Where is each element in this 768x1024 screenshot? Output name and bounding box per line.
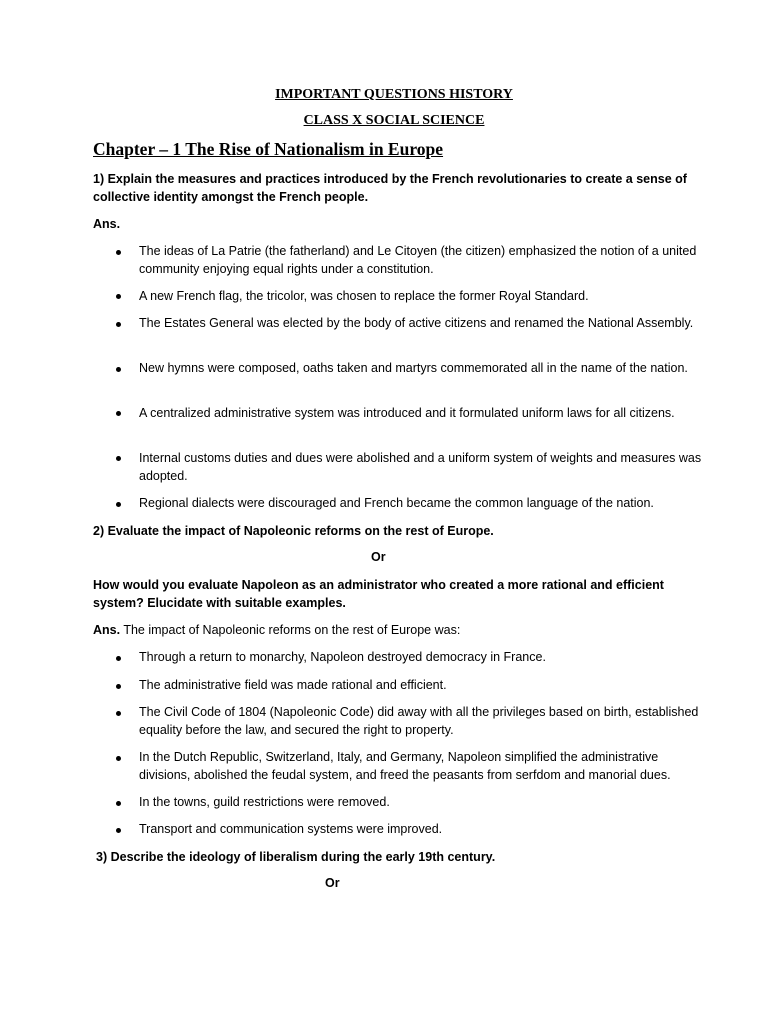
q1-bullet: The ideas of La Patrie (the fatherland) and Le Citoyen (the citizen) emphasized the notion of a united community enjoying equal rights under a constitution.	[139, 244, 697, 276]
bullet-dot	[116, 456, 121, 461]
q1-bullet: Internal customs duties and dues were abolished and a uniform system of weights and measures was adopted.	[139, 451, 702, 483]
or-separator: Or	[371, 550, 386, 564]
bullet-dot	[116, 711, 121, 716]
question-1: 1) Explain the measures and practices introduced by the French revolutionaries to create a sense of collective identity amongst the French people.	[93, 172, 687, 204]
question-2: 2) Evaluate the impact of Napoleonic reforms on the rest of Europe.	[93, 524, 494, 538]
q2-bullet: Transport and communication systems were improved.	[139, 822, 443, 836]
bullet-dot	[116, 367, 121, 372]
answer-2-intro	[93, 622, 703, 640]
q1-bullet: New hymns were composed, oaths taken and martyrs commemorated all in the name of the nation.	[139, 361, 688, 375]
q1-bullet: Regional dialects were discouraged and French became the common language of the nation.	[139, 496, 654, 510]
bullet-dot	[116, 411, 121, 416]
q2-bullet: Through a return to monarchy, Napoleon destroyed democracy in France.	[139, 650, 546, 664]
bullet-dot	[116, 502, 121, 507]
document-subtitle: CLASS X SOCIAL SCIENCE	[303, 113, 485, 128]
question-3: 3) Describe the ideology of liberalism during the early 19th century.	[96, 850, 496, 864]
q1-bullet: The Estates General was elected by the body of active citizens and renamed the National Assembly.	[139, 316, 694, 330]
bullet-dot	[116, 801, 121, 806]
q2-bullet: The Civil Code of 1804 (Napoleonic Code) did away with all the privileges based on birth, established equality before the law, and secured the right to property.	[139, 705, 699, 737]
bullet-dot	[116, 294, 121, 299]
q1-bullet: A new French flag, the tricolor, was chosen to replace the former Royal Standard.	[139, 289, 589, 303]
bullet-dot	[116, 656, 121, 661]
answer-2-text: The impact of Napoleonic reforms on the rest of Europe was:	[120, 623, 461, 637]
chapter-heading: Chapter – 1 The Rise of Nationalism in Europe	[93, 139, 444, 159]
bullet-dot	[116, 322, 121, 327]
bullet-dot	[116, 756, 121, 761]
bullet-dot	[116, 684, 121, 689]
q2-bullet: The administrative field was made rational and efficient.	[139, 678, 447, 692]
document-title: IMPORTANT QUESTIONS HISTORY	[275, 87, 513, 102]
answer-2-label: Ans.	[93, 623, 121, 637]
q2-bullet: In the Dutch Republic, Switzerland, Italy, and Germany, Napoleon simplified the administrative divisions, abolished the feudal system, and freed the peasants from serfdom and manorial dues.	[139, 750, 671, 782]
bullet-dot	[116, 828, 121, 833]
q2-bullet: In the towns, guild restrictions were removed.	[139, 795, 390, 809]
or-separator: Or	[325, 876, 340, 890]
answer-1-label: Ans.	[93, 217, 121, 231]
q1-bullet: A centralized administrative system was introduced and it formulated uniform laws for all citizens.	[139, 406, 675, 420]
bullet-dot	[116, 250, 121, 255]
question-2-alternate: How would you evaluate Napoleon as an administrator who created a more rational and efficient system? Elucidate with suitable examples.	[93, 578, 664, 610]
